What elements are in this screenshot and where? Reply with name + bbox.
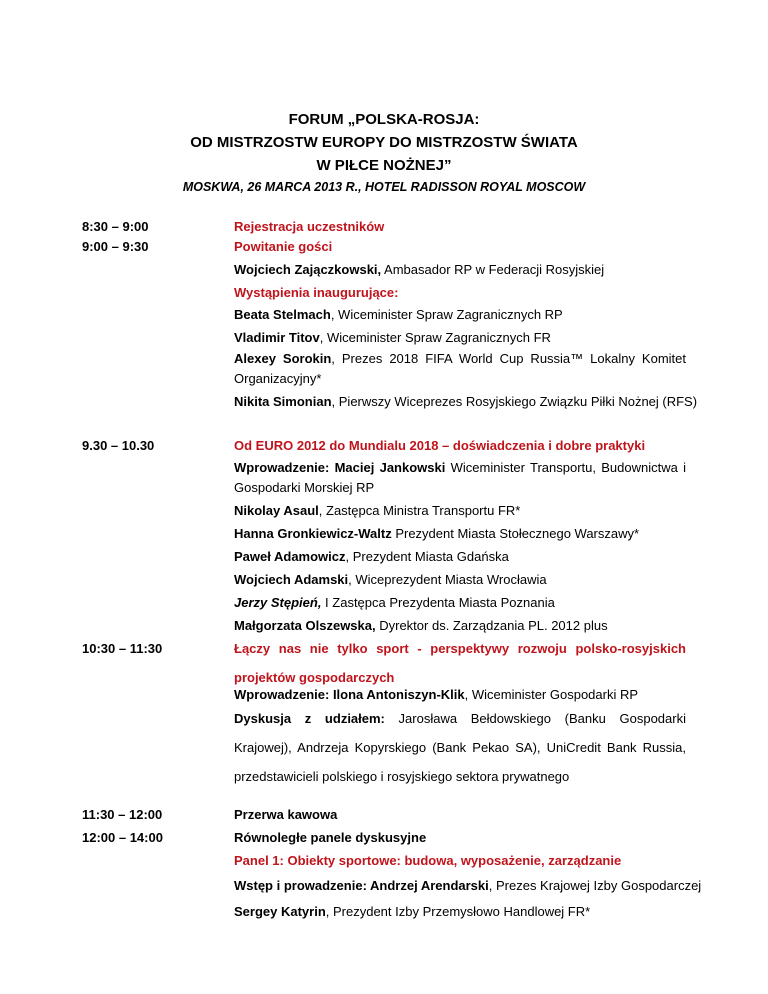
speaker-line: [234, 394, 698, 409]
speaker-role: , Wiceprezydent Miasta Wrocławia: [348, 572, 547, 587]
speaker-line: [234, 595, 686, 610]
time-s4: 10:30 – 11:30: [82, 641, 163, 656]
intro-label: Wprowadzenie: Maciej Jankowski: [234, 460, 446, 475]
speaker-line: [234, 549, 686, 564]
intro-line: [234, 687, 686, 702]
speaker-line: [234, 503, 686, 518]
time-s5: 11:30 – 12:00: [82, 807, 163, 822]
speaker-name: Nikolay Asaul: [234, 503, 319, 518]
speaker-name: Wojciech Adamski: [234, 572, 349, 587]
discussion-paragraph: [234, 704, 686, 791]
title-line-3: W PIŁCE NOŻNEJ”: [316, 157, 452, 174]
speaker-line: [234, 262, 686, 277]
time-s6: 12:00 – 14:00: [82, 830, 163, 845]
time-s1: 8:30 – 9:00: [82, 219, 149, 234]
speaker-name: Hanna Gronkiewicz-Waltz: [234, 526, 392, 541]
intro-label: Wprowadzenie: Ilona Antoniszyn-Klik: [234, 687, 465, 702]
inaugural-speeches-heading: Wystąpienia inaugurujące:: [234, 285, 399, 300]
intro-label: Wstęp i prowadzenie: Andrzej Arendarski: [234, 878, 489, 893]
intro-line: [234, 878, 702, 893]
speaker-role: , Wiceminister Spraw Zagranicznych FR: [319, 330, 551, 345]
speaker-line: [234, 330, 686, 345]
speaker-role: Ambasador RP w Federacji Rosyjskiej: [381, 262, 605, 277]
speaker-name: Beata Stelmach: [234, 307, 331, 322]
speaker-role: , Pierwszy Wiceprezes Rosyjskiego Związku Piłki Nożnej (RFS): [331, 394, 698, 409]
panel-1-heading: Panel 1: Obiekty sportowe: budowa, wyposażenie, zarządzanie: [234, 853, 622, 868]
discussion-label: Dyskusja z udziałem:: [234, 711, 385, 726]
intro-line: [234, 458, 686, 498]
speaker-line: [234, 572, 686, 587]
speaker-line: [234, 618, 686, 633]
speaker-name: Małgorzata Olszewska,: [234, 618, 376, 633]
speaker-role: , Wiceminister Spraw Zagranicznych RP: [330, 307, 563, 322]
title-line-1: FORUM „POLSKA-ROSJA:: [288, 111, 480, 128]
speaker-name: Alexey Sorokin: [234, 351, 332, 366]
subtitle: MOSKWA, 26 MARCA 2013 R., HOTEL RADISSON ROYAL MOSCOW: [182, 180, 586, 194]
time-s3: 9.30 – 10.30: [82, 438, 155, 453]
speaker-line: [234, 349, 686, 389]
speaker-role: , Prezes 2018 FIFA World Cup Russia™ Lokalny Komitet Organizacyjny*: [234, 351, 686, 386]
session-title-s2: Powitanie gości: [234, 239, 333, 254]
intro-role: , Prezes Krajowej Izby Gospodarczej: [488, 878, 702, 893]
speaker-name: Jerzy Stępień,: [234, 595, 322, 610]
speaker-role: Dyrektor ds. Zarządzania PL. 2012 plus: [375, 618, 608, 633]
time-s2: 9:00 – 9:30: [82, 239, 149, 254]
session-title-s4: Łączy nas nie tylko sport - perspektywy rozwoju polsko-rosyjskich projektów gospodarczych: [234, 641, 686, 685]
speaker-name: Sergey Katyrin: [234, 904, 326, 919]
speaker-role: Prezydent Miasta Stołecznego Warszawy*: [391, 526, 640, 541]
session-title-s6: Równoległe panele dyskusyjne: [234, 830, 427, 845]
session-title-s3: Od EURO 2012 do Mundialu 2018 – doświadczenia i dobre praktyki: [234, 438, 646, 453]
speaker-line: [234, 526, 686, 541]
session-title-s5: Przerwa kawowa: [234, 807, 338, 822]
speaker-role: , Prezydent Izby Przemysłowo Handlowej FR*: [325, 904, 591, 919]
title-line-2: OD MISTRZOSTW EUROPY DO MISTRZOSTW ŚWIATA: [190, 134, 578, 151]
speaker-name: Wojciech Zajączkowski,: [234, 262, 382, 277]
speaker-name: Vladimir Titov: [234, 330, 320, 345]
speaker-line: [234, 307, 686, 322]
speaker-name: Nikita Simonian: [234, 394, 332, 409]
session-title-s1: Rejestracja uczestników: [234, 219, 385, 234]
speaker-name: Paweł Adamowicz: [234, 549, 346, 564]
speaker-line: [234, 904, 686, 919]
speaker-role: , Zastępca Ministra Transportu FR*: [318, 503, 521, 518]
discussion-text: Jarosława Bełdowskiego (Banku Gospodarki Krajowej), Andrzeja Kopyrskiego (Bank Pekao SA), UniCredit Bank Russia, przedstawicieli polskiego i rosyjskiego sektora prywatnego: [234, 711, 686, 784]
intro-role: , Wiceminister Gospodarki RP: [464, 687, 639, 702]
speaker-role: I Zastępca Prezydenta Miasta Poznania: [321, 595, 555, 610]
speaker-role: , Prezydent Miasta Gdańska: [345, 549, 509, 564]
intro-role: Wiceminister Transportu, Budownictwa i Gospodarki Morskiej RP: [234, 460, 686, 495]
